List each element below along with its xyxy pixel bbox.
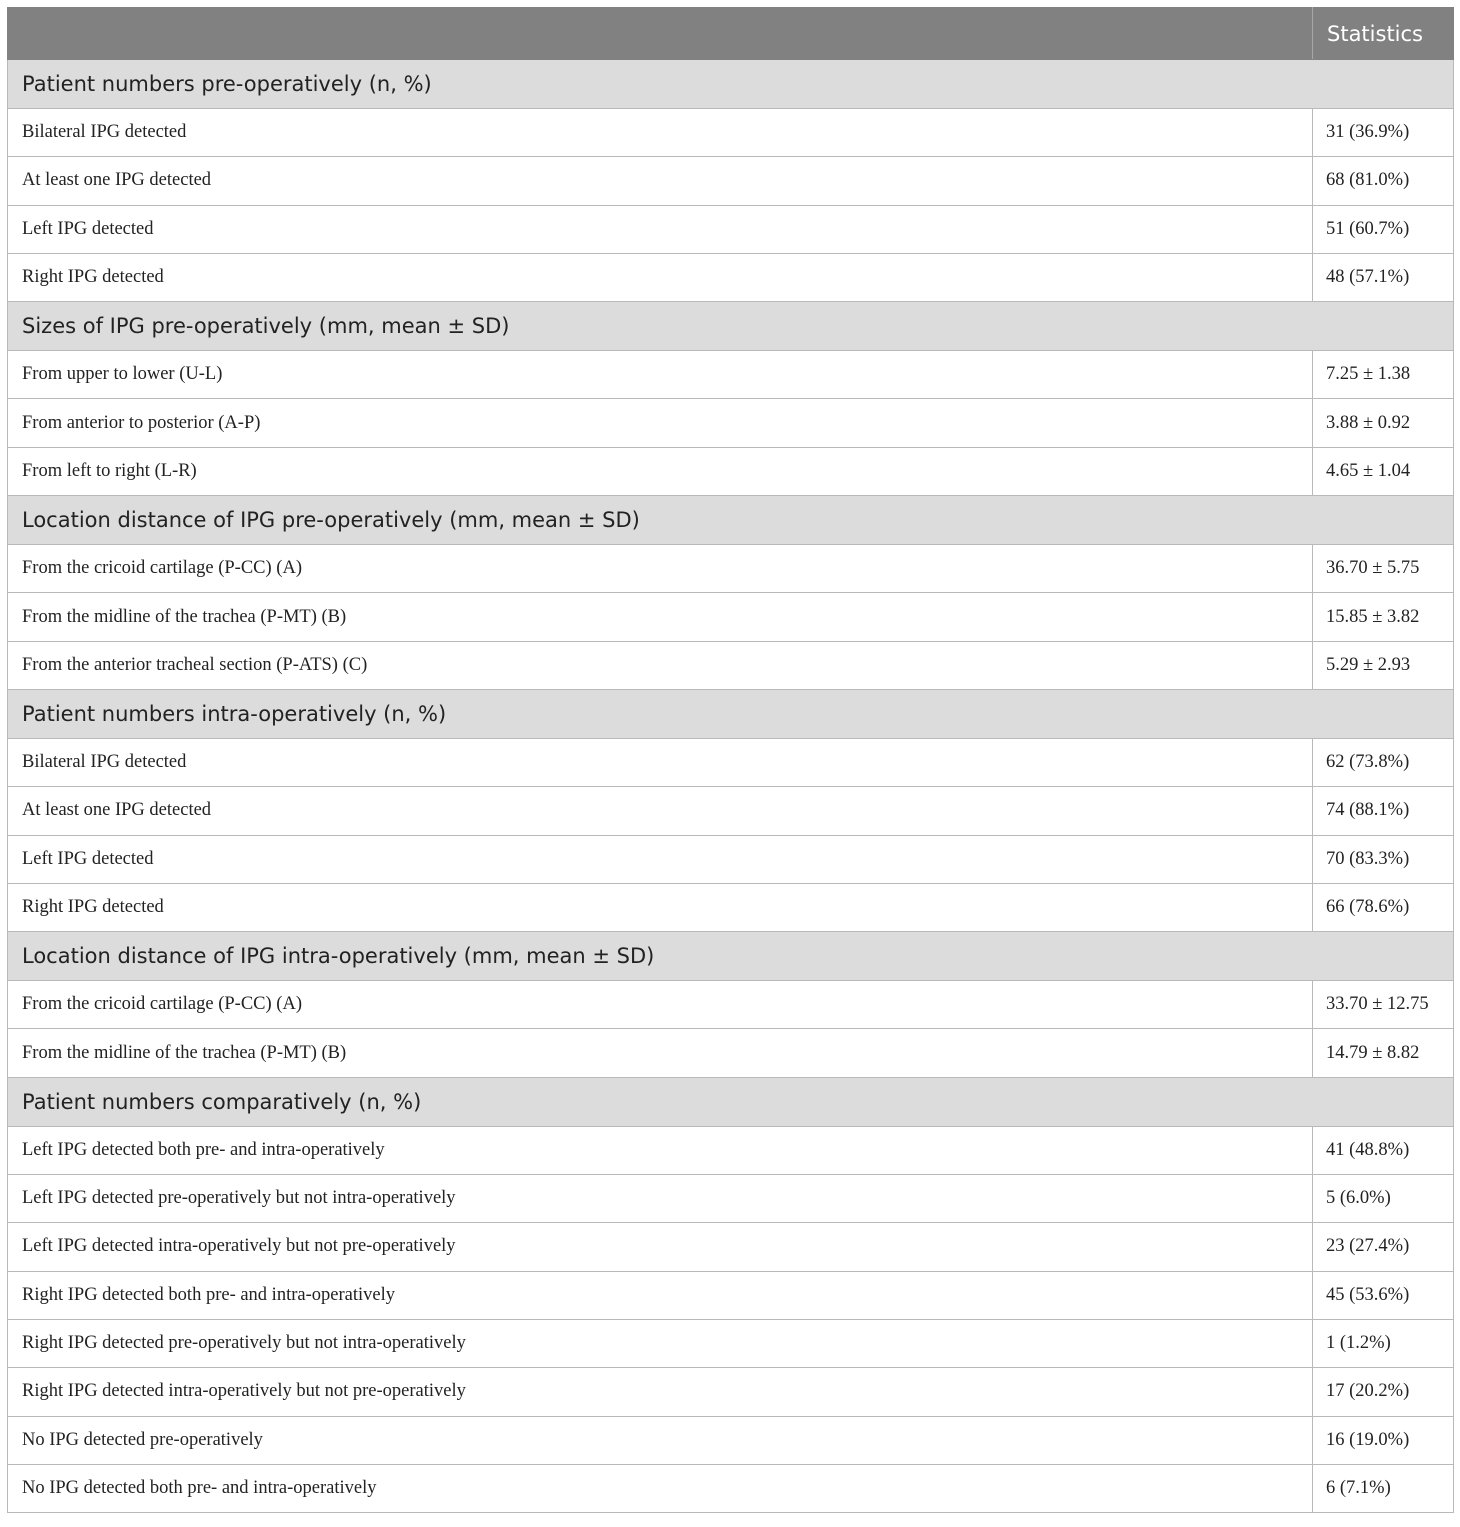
table-row bbox=[8, 399, 1454, 447]
section-header-row bbox=[8, 689, 1454, 738]
row-label: No IPG detected both pre- and intra-operatively bbox=[8, 1464, 1313, 1512]
row-label: From the midline of the trachea (P-MT) (B) bbox=[8, 593, 1313, 641]
row-value: 62 (73.8%) bbox=[1313, 738, 1454, 786]
row-value: 14.79 ± 8.82 bbox=[1313, 1029, 1454, 1077]
row-label: Right IPG detected bbox=[8, 253, 1313, 301]
section-title: Location distance of IPG intra-operatively (mm, mean ± SD) bbox=[8, 932, 1454, 981]
row-value: 17 (20.2%) bbox=[1313, 1368, 1454, 1416]
table-row bbox=[8, 787, 1454, 835]
row-label: Right IPG detected both pre- and intra-operatively bbox=[8, 1271, 1313, 1319]
row-label: At least one IPG detected bbox=[8, 157, 1313, 205]
row-value: 4.65 ± 1.04 bbox=[1313, 447, 1454, 495]
row-value: 66 (78.6%) bbox=[1313, 883, 1454, 931]
row-value: 74 (88.1%) bbox=[1313, 787, 1454, 835]
table-row bbox=[8, 545, 1454, 593]
statistics-table bbox=[7, 7, 1454, 1513]
row-value: 23 (27.4%) bbox=[1313, 1223, 1454, 1271]
row-label: Bilateral IPG detected bbox=[8, 109, 1313, 157]
table-row bbox=[8, 738, 1454, 786]
row-value: 41 (48.8%) bbox=[1313, 1126, 1454, 1174]
row-label: Right IPG detected pre-operatively but not intra-operatively bbox=[8, 1319, 1313, 1367]
row-label: No IPG detected pre-operatively bbox=[8, 1416, 1313, 1464]
table-header-row bbox=[8, 8, 1454, 60]
table-row bbox=[8, 1175, 1454, 1223]
row-label: From the midline of the trachea (P-MT) (B) bbox=[8, 1029, 1313, 1077]
row-value: 33.70 ± 12.75 bbox=[1313, 981, 1454, 1029]
header-label-column bbox=[8, 8, 1313, 60]
table-body bbox=[8, 60, 1454, 1513]
section-header-row bbox=[8, 60, 1454, 109]
row-label: At least one IPG detected bbox=[8, 787, 1313, 835]
row-label: Left IPG detected both pre- and intra-operatively bbox=[8, 1126, 1313, 1174]
statistics-table-container bbox=[7, 7, 1453, 1513]
row-value: 15.85 ± 3.82 bbox=[1313, 593, 1454, 641]
header-statistics-column: Statistics bbox=[1313, 8, 1454, 60]
row-value: 7.25 ± 1.38 bbox=[1313, 351, 1454, 399]
section-header-row bbox=[8, 1077, 1454, 1126]
table-row bbox=[8, 1029, 1454, 1077]
row-label: Left IPG detected bbox=[8, 835, 1313, 883]
table-row bbox=[8, 109, 1454, 157]
row-value: 68 (81.0%) bbox=[1313, 157, 1454, 205]
row-label: Right IPG detected bbox=[8, 883, 1313, 931]
row-label: Left IPG detected bbox=[8, 205, 1313, 253]
row-value: 1 (1.2%) bbox=[1313, 1319, 1454, 1367]
table-row bbox=[8, 883, 1454, 931]
table-row bbox=[8, 157, 1454, 205]
table-row bbox=[8, 1368, 1454, 1416]
row-value: 70 (83.3%) bbox=[1313, 835, 1454, 883]
row-label: From the cricoid cartilage (P-CC) (A) bbox=[8, 545, 1313, 593]
row-value: 5.29 ± 2.93 bbox=[1313, 641, 1454, 689]
row-label: Left IPG detected intra-operatively but not pre-operatively bbox=[8, 1223, 1313, 1271]
table-row bbox=[8, 1126, 1454, 1174]
row-label: From the anterior tracheal section (P-ATS) (C) bbox=[8, 641, 1313, 689]
row-value: 36.70 ± 5.75 bbox=[1313, 545, 1454, 593]
section-header-row bbox=[8, 302, 1454, 351]
section-header-row bbox=[8, 496, 1454, 545]
section-title: Location distance of IPG pre-operatively (mm, mean ± SD) bbox=[8, 496, 1454, 545]
table-row bbox=[8, 1464, 1454, 1512]
row-label: From the cricoid cartilage (P-CC) (A) bbox=[8, 981, 1313, 1029]
row-value: 45 (53.6%) bbox=[1313, 1271, 1454, 1319]
table-row bbox=[8, 447, 1454, 495]
row-value: 6 (7.1%) bbox=[1313, 1464, 1454, 1512]
row-label: Bilateral IPG detected bbox=[8, 738, 1313, 786]
row-label: From upper to lower (U-L) bbox=[8, 351, 1313, 399]
row-value: 51 (60.7%) bbox=[1313, 205, 1454, 253]
row-label: Right IPG detected intra-operatively but not pre-operatively bbox=[8, 1368, 1313, 1416]
row-value: 48 (57.1%) bbox=[1313, 253, 1454, 301]
section-title: Patient numbers intra-operatively (n, %) bbox=[8, 689, 1454, 738]
table-row bbox=[8, 641, 1454, 689]
table-row bbox=[8, 253, 1454, 301]
table-row bbox=[8, 1319, 1454, 1367]
row-value: 16 (19.0%) bbox=[1313, 1416, 1454, 1464]
table-row bbox=[8, 1223, 1454, 1271]
section-header-row bbox=[8, 932, 1454, 981]
table-row bbox=[8, 835, 1454, 883]
table-row bbox=[8, 981, 1454, 1029]
row-label: From left to right (L-R) bbox=[8, 447, 1313, 495]
table-row bbox=[8, 1416, 1454, 1464]
section-title: Patient numbers pre-operatively (n, %) bbox=[8, 60, 1454, 109]
table-row bbox=[8, 1271, 1454, 1319]
table-row bbox=[8, 205, 1454, 253]
row-value: 5 (6.0%) bbox=[1313, 1175, 1454, 1223]
table-row bbox=[8, 593, 1454, 641]
row-value: 3.88 ± 0.92 bbox=[1313, 399, 1454, 447]
table-row bbox=[8, 351, 1454, 399]
row-value: 31 (36.9%) bbox=[1313, 109, 1454, 157]
section-title: Patient numbers comparatively (n, %) bbox=[8, 1077, 1454, 1126]
section-title: Sizes of IPG pre-operatively (mm, mean ± SD) bbox=[8, 302, 1454, 351]
row-label: Left IPG detected pre-operatively but not intra-operatively bbox=[8, 1175, 1313, 1223]
row-label: From anterior to posterior (A-P) bbox=[8, 399, 1313, 447]
